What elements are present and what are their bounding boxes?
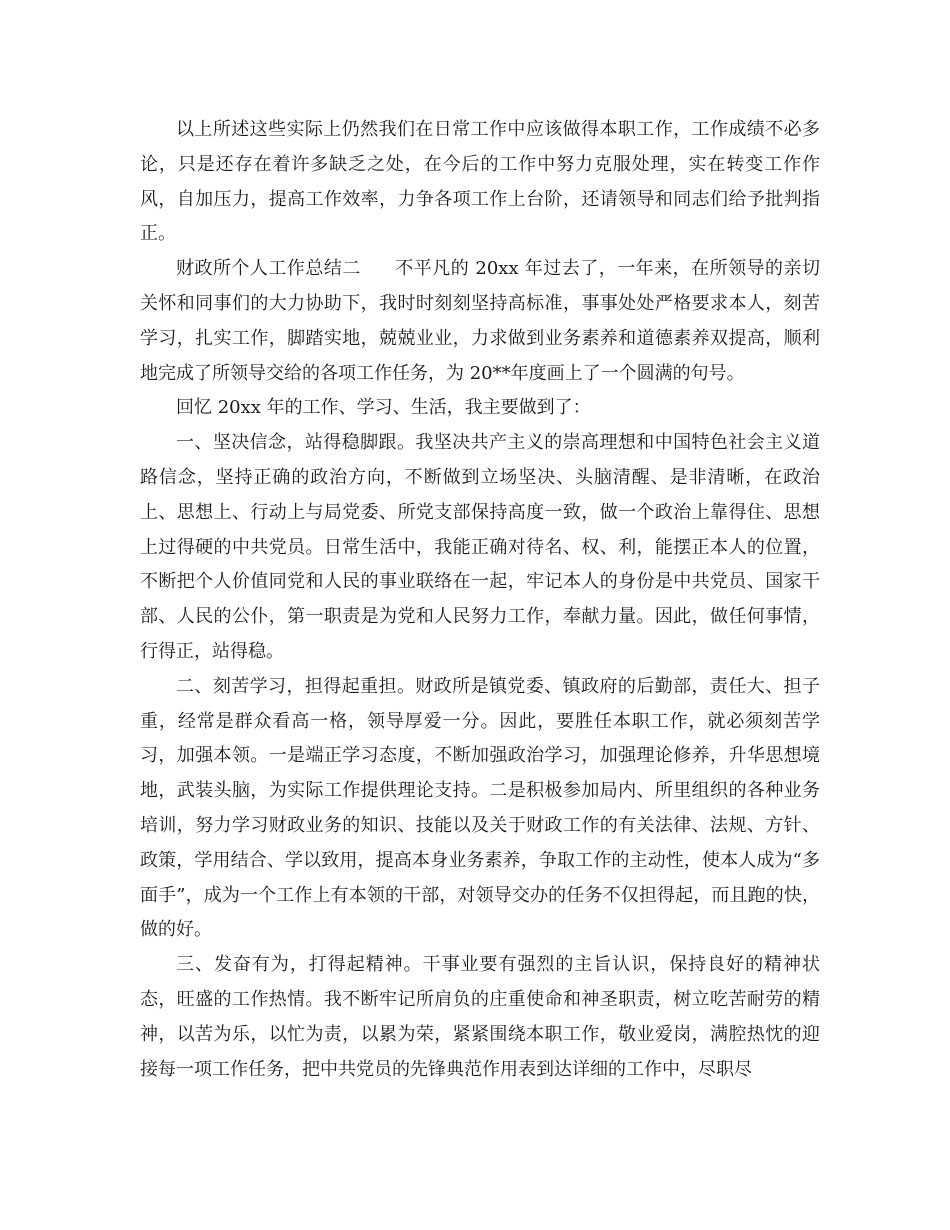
paragraph-summary-two-intro <box>140 252 820 391</box>
paragraph-closing-remarks: 以上所述这些实际上仍然我们在日常工作中应该做得本职工作，工作成绩不必多论，只是还存在着许多缺乏之处，在今后的工作中努力克服处理，实在转变工作作风，自加压力，提高工作效率，力争各项工作上台阶，还请领导和同志们给予批判指正。 <box>140 119 820 245</box>
section-heading: 财政所个人工作总结二 <box>176 258 361 280</box>
document-page <box>140 113 820 1087</box>
paragraph-point-two: 二、刻苦学习，担得起重担。财政所是镇党委、镇政府的后勤部，责任大、担子重，经常是群众看高一格，领导厚爱一分。因此，要胜任本职工作，就必须刻苦学习，加强本领。一是端正学习态度，不断加强政治学习，加强理论修养，升华思想境地，武装头脑，为实际工作提供理论支持。二是积极参加局内、所里组织的各种业务培训，努力学习财政业务的知识、技能以及关于财政工作的有关法律、法规、方针、政策，学用结合、学以致用，提高本身业务素养，争取工作的主动性，使本人成为“多面手”，成为一个工作上有本领的干部，对领导交办的任务不仅担得起，而且跑的快，做的好。 <box>140 675 820 941</box>
paragraph-summary-two-text: 不平凡的 20xx 年过去了，一年来，在所领导的亲切关怀和同事们的大力协助下，我时时刻刻坚持高标准，事事处处严格要求本人，刻苦学习，扎实工作，脚踏实地，兢兢业业，力求做到业务素养和道德素养双提高，顺利地完成了所领导交给的各项工作任务，为 20**年度画上了一个圆满的句号。 <box>140 258 820 384</box>
paragraph-point-one: 一、坚决信念，站得稳脚跟。我坚决共产主义的崇高理想和中国特色社会主义道路信念，坚持正确的政治方向，不断做到立场坚决、头脑清醒、是非清晰，在政治上、思想上、行动上与局党委、所党支部保持高度一致，做一个政治上靠得住、思想上过得硬的中共党员。日常生活中，我能正确对待名、权、利，能摆正本人的位置，不断把个人价值同党和人民的事业联络在一起，牢记本人的身份是中共党员、国家干部、人民的公仆，第一职责是为党和人民努力工作，奉献力量。因此，做任何事情，行得正，站得稳。 <box>140 432 820 662</box>
paragraph-point-three: 三、发奋有为，打得起精神。干事业要有强烈的主旨认识，保持良好的精神状态，旺盛的工作热情。我不断牢记所肩负的庄重使命和神圣职责，树立吃苦耐劳的精神，以苦为乐，以忙为责，以累为荣，紧紧围绕本职工作，敬业爱岗，满腔热忱的迎接每一项工作任务，把中共党员的先锋典范作用表到达详细的工作中，尽职尽 <box>140 954 820 1080</box>
paragraph-review-lead: 回忆 20xx 年的工作、学习、生活，我主要做到了： <box>176 397 591 419</box>
